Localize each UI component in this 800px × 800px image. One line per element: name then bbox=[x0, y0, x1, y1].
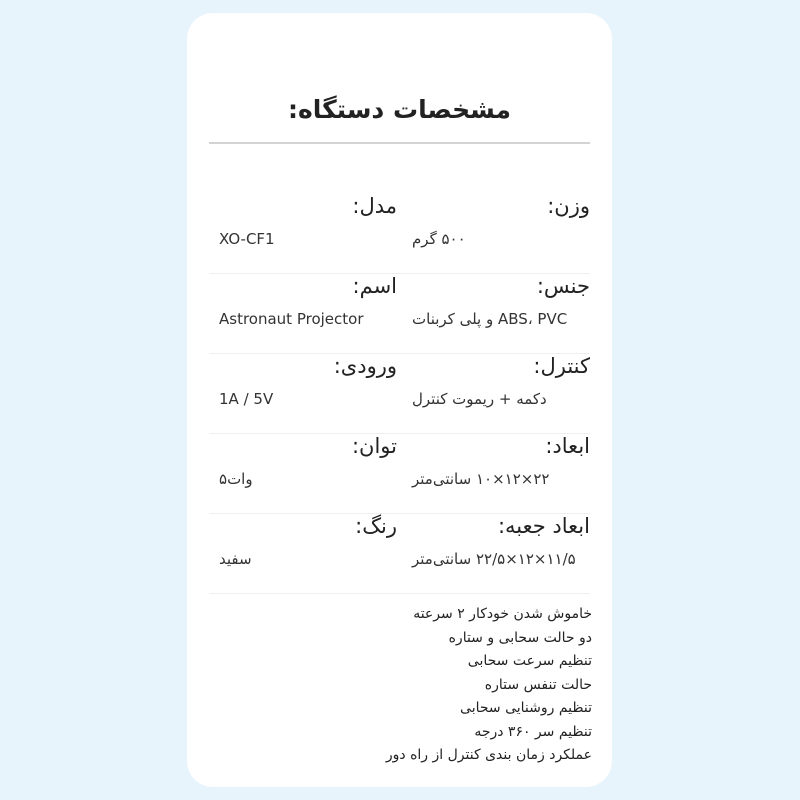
feature-item: دو حالت سحابی و ستاره bbox=[448, 629, 592, 646]
spec-name bbox=[209, 274, 397, 354]
spec-label: توان: bbox=[351, 434, 397, 458]
spec-row bbox=[209, 194, 590, 274]
spec-model bbox=[209, 194, 397, 274]
spec-label: ابعاد جعبه: bbox=[497, 514, 590, 538]
spec-box-dimensions bbox=[402, 514, 590, 594]
spec-label: جنس: bbox=[536, 274, 590, 298]
spec-label: مدل: bbox=[352, 194, 397, 218]
feature-item: تنظیم سر ۳۶۰ درجه bbox=[474, 723, 592, 740]
spec-label: رنگ: bbox=[355, 514, 397, 538]
spec-value: ۵۰۰ گرم bbox=[412, 230, 466, 248]
spec-value: سفید bbox=[219, 550, 252, 568]
feature-item: عملکرد زمان بندی کنترل از راه دور bbox=[385, 747, 592, 763]
spec-label: کنترل: bbox=[533, 354, 590, 378]
spec-value: دکمه + ریموت کنترل bbox=[412, 390, 547, 408]
spec-value: XO-CF1 bbox=[219, 230, 275, 248]
spec-label: ورودی: bbox=[333, 354, 397, 378]
spec-row bbox=[209, 514, 590, 594]
page-title: مشخصات دستگاه: bbox=[287, 95, 512, 124]
spec-label: ابعاد: bbox=[545, 434, 590, 458]
spec-weight bbox=[402, 194, 590, 274]
spec-input bbox=[209, 354, 397, 434]
feature-item: تنظیم سرعت سحابی bbox=[467, 653, 592, 669]
spec-label: اسم: bbox=[352, 274, 397, 298]
spec-material bbox=[402, 274, 590, 354]
spec-row bbox=[209, 274, 590, 354]
spec-row bbox=[209, 354, 590, 434]
spec-dimensions bbox=[402, 434, 590, 514]
spec-value: ABS، PVC و پلی کربنات bbox=[412, 310, 568, 328]
feature-item: تنظیم روشنایی سحابی bbox=[460, 700, 592, 716]
spec-color bbox=[209, 514, 397, 594]
feature-item: حالت تنفس ستاره bbox=[484, 676, 592, 693]
spec-value: 1A / 5V bbox=[219, 390, 274, 408]
spec-label: وزن: bbox=[547, 194, 590, 218]
title-divider bbox=[209, 142, 590, 144]
spec-power bbox=[209, 434, 397, 514]
feature-list bbox=[212, 603, 592, 768]
spec-value: ۵وات bbox=[219, 470, 253, 488]
spec-row bbox=[209, 434, 590, 514]
spec-value: Astronaut Projector bbox=[219, 310, 364, 328]
spec-value: ۱۱/۵×۱۲×۲۲/۵ سانتی‌متر bbox=[412, 550, 576, 568]
spec-card bbox=[187, 13, 612, 787]
spec-value: ۲۲×۱۲×۱۰ سانتی‌متر bbox=[412, 470, 550, 488]
feature-item: خاموش شدن خودکار ۲ سرعته bbox=[413, 606, 592, 622]
spec-control bbox=[402, 354, 590, 434]
